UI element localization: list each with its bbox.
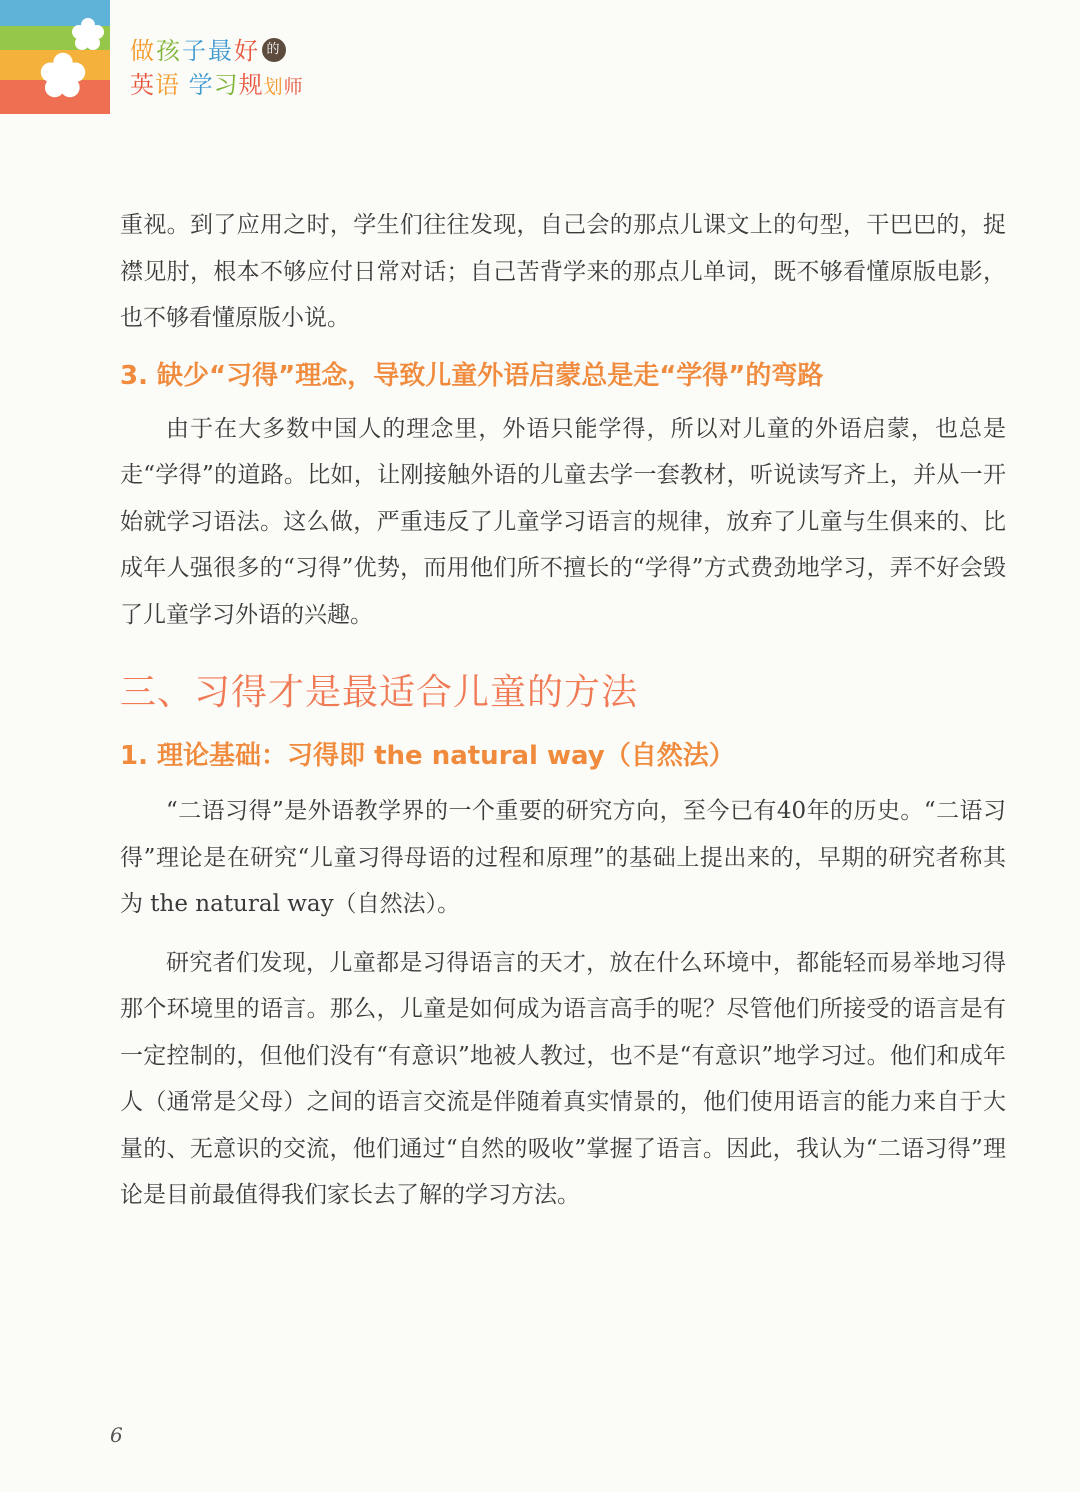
header-char: 规 xyxy=(238,71,264,99)
header-char: 习 xyxy=(213,71,239,99)
header-char: 英 xyxy=(130,71,155,99)
small-flower-icon xyxy=(70,16,106,52)
paragraph-research: 研究者们发现，儿童都是习得语言的天才，放在什么环境中，都能轻而易举地习得那个环境里的语言。那么，儿童是如何成为语言高手的呢？尽管他们所接受的语言是有一定控制的，但他们没有“有意识”地被人教过，也不是“有意识”地学习过。他们和成年人（通常是父母）之间的语言交流是伴随着真实情景的，他们使用语言的能力来自于大量的、无意识的交流，他们通过“自然的吸收”掌握了语言。因此，我认为“二语习得”理论是目前最值得我们家长去了解的学习方法。 xyxy=(120,949,1006,1208)
subheading-3: 3. 缺少“习得”理念，导致儿童外语启蒙总是走“学得”的弯路 xyxy=(120,360,824,391)
corner-decoration xyxy=(0,0,110,114)
header-char: 孩 xyxy=(156,37,182,65)
page-content xyxy=(120,202,1006,1219)
paragraph-continued: 重视。到了应用之时，学生们往往发现，自己会的那点儿课文上的句型，干巴巴的，捉襟见肘，根本不够应付日常对话；自己苦背学来的那点儿单词，既不够看懂原版电影，也不够看懂原版小说。 xyxy=(120,212,1006,331)
subheading-1: 1. 理论基础：习得即 the natural way（自然法） xyxy=(120,741,735,771)
header-char: 师 xyxy=(283,76,304,98)
paragraph-learning: 由于在大多数中国人的理念里，外语只能学得，所以对儿童的外语启蒙，也总是走“学得”的道路。比如，让刚接触外语的儿童去学一套教材，听说读写齐上，并从一开始就学习语法。这么做，严重违反了儿童学习语言的规律，放弃了儿童与生俱来的、比成年人强很多的“习得”优势，而用他们所不擅长的“学得”方式费劲地学习，弄不好会毁了儿童学习外语的兴趣。 xyxy=(120,415,1006,628)
page-number: 6 xyxy=(110,1423,123,1447)
header-char: 子 xyxy=(182,37,208,65)
section-heading: 三、习得才是最适合儿童的方法 xyxy=(120,672,639,713)
header-line-2 xyxy=(130,68,304,104)
running-header xyxy=(130,34,304,104)
header-char: 做 xyxy=(130,37,156,65)
header-char: 划 xyxy=(263,76,284,98)
paragraph-theory: “二语习得”是外语教学界的一个重要的研究方向，至今已有40年的历史。“二语习得”理论是在研究“儿童习得母语的过程和原理”的基础上提出来的，早期的研究者称其为 the natural way（自然法）。 xyxy=(120,798,1006,917)
large-flower-icon xyxy=(38,50,88,100)
header-char: 学 xyxy=(188,71,214,99)
header-line-1 xyxy=(130,34,304,68)
header-char: 最 xyxy=(208,37,234,65)
header-char: 好 xyxy=(234,37,260,65)
header-badge: 的 xyxy=(262,38,286,62)
header-char: 语 xyxy=(155,71,180,99)
